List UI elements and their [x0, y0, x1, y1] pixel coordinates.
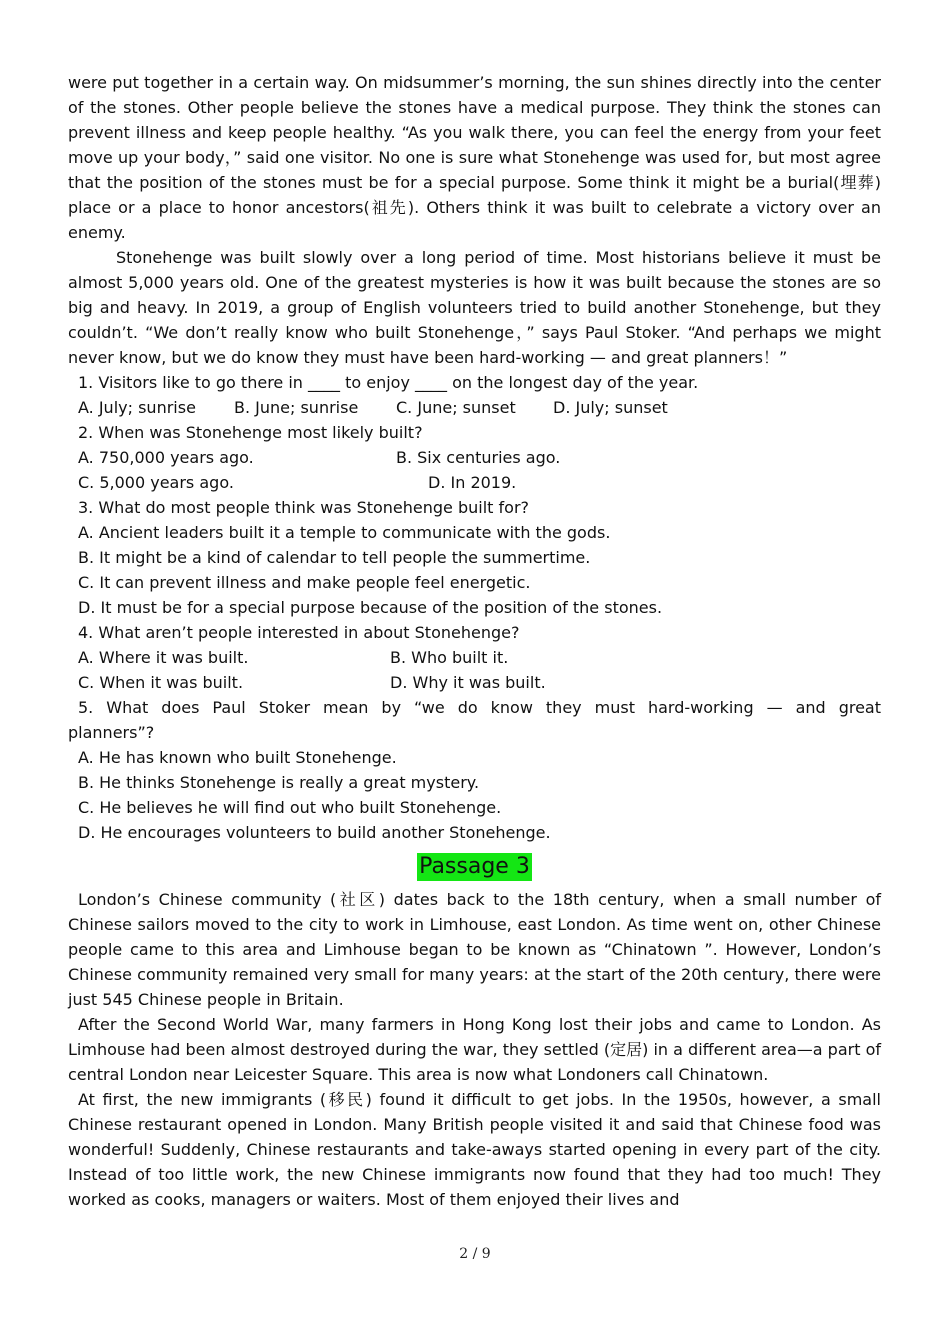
- q4-option-c: C. When it was built.: [78, 673, 244, 692]
- passage3-paragraph-2: After the Second World War, many farmers in Hong Kong lost their jobs and came to London. As Limhouse had been almost destroyed during the war, they settled (定居) in a different area—a part of central London near Leicester Square. This area is now what Londoners call Chinatown.: [68, 1015, 881, 1084]
- question-3: 3. What do most people think was Stonehenge built for?: [78, 498, 530, 517]
- passage3-paragraph-3: At first, the new immigrants (移民) found it difficult to get jobs. In the 1950s, however, a small Chinese restaurant opened in London. Many British people visited it and said that Chinese food was wonderful! Suddenly, Chinese restaurants and take-aways started opening in every part of the city. Instead of too little work, the new Chinese immigrants now found that they had too much! They worked as cooks, managers or waiters. Most of them enjoyed their lives and: [68, 1090, 881, 1209]
- question-2-options-row1: [68, 445, 881, 470]
- q4-option-d: D. Why it was built.: [390, 673, 546, 692]
- document-page: [68, 70, 881, 1212]
- q2-option-a: A. 750,000 years ago.: [78, 448, 254, 467]
- q3-option-c: C. It can prevent illness and make people feel energetic.: [78, 573, 531, 592]
- question-1: 1. Visitors like to go there in ____ to enjoy ____ on the longest day of the year.: [78, 373, 699, 392]
- question-4: 4. What aren’t people interested in about Stonehenge?: [78, 623, 520, 642]
- q5-option-d: D. He encourages volunteers to build another Stonehenge.: [78, 823, 551, 842]
- q4-option-b: B. Who built it.: [390, 648, 509, 667]
- q4-option-a: A. Where it was built.: [78, 648, 249, 667]
- passage3-heading: Passage 3: [419, 854, 530, 879]
- passage3-paragraph-1: London’s Chinese community (社区) dates back to the 18th century, when a small number of Chinese sailors moved to the city to work in Limhouse, east London. As time went on, other Chinese people came to this area and Limhouse began to be known as “Chinatown ”. However, London’s Chinese community remained very small for many years: at the start of the 20th century, there were just 545 Chinese people in Britain.: [68, 890, 881, 1009]
- passage3-heading-wrap: [68, 853, 881, 881]
- question-2-options-row2: [68, 470, 881, 495]
- q2-option-d: D. In 2019.: [428, 473, 517, 492]
- q3-option-a: A. Ancient leaders built it a temple to communicate with the gods.: [78, 523, 611, 542]
- page-number: 2 / 9: [459, 1246, 491, 1262]
- q2-option-b: B. Six centuries ago.: [396, 448, 561, 467]
- q3-option-d: D. It must be for a special purpose because of the position of the stones.: [78, 598, 663, 617]
- passage2-paragraph-continued: were put together in a certain way. On midsummer’s morning, the sun shines directly into the center of the stones. Other people believe the stones have a medical purpose. They think the stones can prevent illness and keep people healthy. “As you walk there, you can feel the energy from your feet move up your body，” said one visitor. No one is sure what Stonehenge was used for, but most agree that the position of the stones must be for a special purpose. Some think it might be a burial(埋葬) place or a place to honor ancestors(祖先). Others think it was built to celebrate a victory over an enemy.: [68, 73, 881, 242]
- q5-option-a: A. He has known who built Stonehenge.: [78, 748, 397, 767]
- q1-option-d: D. July; sunset: [553, 398, 668, 417]
- q1-option-a: A. July; sunrise: [78, 398, 196, 417]
- passage2-paragraph-last: Stonehenge was built slowly over a long period of time. Most historians believe it must be almost 5,000 years old. One of the greatest mysteries is how it was built because the stones are so big and heavy. In 2019, a group of English volunteers tried to build another Stonehenge, but they couldn’t. “We don’t really know who built Stonehenge，” says Paul Stoker. “And perhaps we might never know, but we do know they must have been hard-working — and great planners！”: [68, 248, 881, 367]
- q2-option-c: C. 5,000 years ago.: [78, 473, 234, 492]
- q1-option-b: B. June; sunrise: [234, 398, 359, 417]
- q5-option-c: C. He believes he will find out who built Stonehenge.: [78, 798, 502, 817]
- question-4-options-row1: [68, 645, 881, 670]
- question-2: 2. When was Stonehenge most likely built?: [78, 423, 423, 442]
- q3-option-b: B. It might be a kind of calendar to tell people the summertime.: [78, 548, 591, 567]
- q5-option-b: B. He thinks Stonehenge is really a great mystery.: [78, 773, 480, 792]
- question-4-options-row2: [68, 670, 881, 695]
- question-5: 5. What does Paul Stoker mean by “we do know they must hard-working — and great planners”?: [68, 698, 881, 742]
- question-1-options: [68, 395, 881, 420]
- q1-option-c: C. June; sunset: [396, 398, 516, 417]
